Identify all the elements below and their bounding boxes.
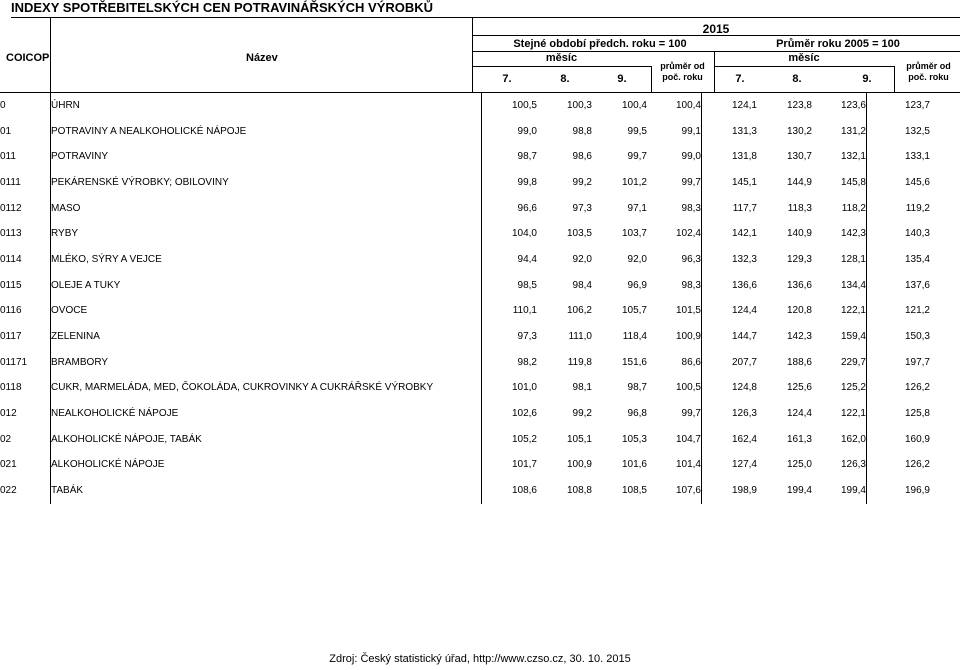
row-name: PEKÁRENSKÉ VÝROBKY; OBILOVINY bbox=[51, 170, 482, 196]
row-value: 150,3 bbox=[904, 331, 930, 343]
row-value: 101,6 bbox=[621, 459, 647, 471]
header-coicop: COICOP bbox=[6, 52, 50, 64]
row-value: 144,9 bbox=[786, 176, 812, 188]
row-value: 196,9 bbox=[904, 485, 930, 497]
row-value: 101,5 bbox=[647, 299, 702, 325]
row-value: 229,7 bbox=[812, 350, 867, 376]
row-value: 99,2 bbox=[572, 176, 592, 188]
row-value: 199,4 bbox=[786, 485, 812, 497]
row-name: ZELENINA bbox=[51, 324, 482, 350]
row-value: 98,5 bbox=[517, 279, 537, 291]
row-value: 131,2 bbox=[812, 119, 867, 145]
row-value: 99,8 bbox=[517, 176, 537, 188]
row-value: 99,0 bbox=[647, 144, 702, 170]
row-name: POTRAVINY A NEALKOHOLICKÉ NÁPOJE bbox=[51, 119, 482, 145]
row-value: 130,7 bbox=[786, 151, 812, 163]
row-value: 99,0 bbox=[517, 125, 537, 137]
row-value: 121,2 bbox=[904, 305, 930, 317]
row-value: 94,4 bbox=[517, 253, 537, 265]
row-code: 01171 bbox=[0, 350, 51, 376]
row-value: 142,1 bbox=[731, 228, 757, 240]
row-value: 117,7 bbox=[732, 202, 757, 214]
row-value: 107,6 bbox=[647, 478, 702, 504]
row-value: 132,1 bbox=[812, 144, 867, 170]
row-value: 99,1 bbox=[647, 119, 702, 145]
row-code: 0117 bbox=[0, 324, 51, 350]
header-month-9: 9. bbox=[617, 73, 627, 85]
row-value: 99,7 bbox=[647, 170, 702, 196]
row-value: 98,6 bbox=[572, 151, 592, 163]
row-value: 100,5 bbox=[511, 99, 537, 111]
table-row bbox=[0, 221, 930, 247]
row-value: 100,9 bbox=[647, 324, 702, 350]
header-divider bbox=[472, 66, 651, 67]
header-column-divider bbox=[50, 17, 51, 93]
row-value: 124,4 bbox=[786, 408, 812, 420]
row-value: 134,4 bbox=[812, 273, 867, 299]
row-value: 92,0 bbox=[627, 253, 647, 265]
row-value: 125,6 bbox=[786, 382, 812, 394]
row-value: 98,3 bbox=[647, 273, 702, 299]
row-value: 124,4 bbox=[731, 305, 757, 317]
row-code: 0115 bbox=[0, 273, 51, 299]
row-value: 159,4 bbox=[812, 324, 867, 350]
row-value: 162,4 bbox=[731, 433, 757, 445]
row-value: 136,6 bbox=[786, 279, 812, 291]
table-row bbox=[0, 196, 930, 222]
row-value: 100,3 bbox=[566, 99, 592, 111]
row-name: ÚHRN bbox=[51, 93, 482, 119]
table-row bbox=[0, 119, 930, 145]
row-value: 122,1 bbox=[812, 401, 867, 427]
row-value: 104,7 bbox=[647, 427, 702, 453]
row-value: 207,7 bbox=[731, 356, 757, 368]
row-value: 108,5 bbox=[621, 485, 647, 497]
row-value: 103,5 bbox=[566, 228, 592, 240]
row-code: 0112 bbox=[0, 196, 51, 222]
row-value: 126,2 bbox=[904, 382, 930, 394]
table-row bbox=[0, 401, 930, 427]
row-value: 105,7 bbox=[621, 305, 647, 317]
page-title: INDEXY SPOTŘEBITELSKÝCH CEN POTRAVINÁŘSKÝCH VÝROBKŮ bbox=[11, 0, 960, 18]
header-avg-label: průměr od poč. roku bbox=[906, 61, 951, 82]
row-value: 135,4 bbox=[904, 253, 930, 265]
row-name: BRAMBORY bbox=[51, 350, 482, 376]
row-value: 108,6 bbox=[511, 485, 537, 497]
header-month-label: měsíc bbox=[545, 52, 578, 64]
row-value: 127,4 bbox=[731, 459, 757, 471]
row-value: 111,0 bbox=[568, 331, 592, 343]
header-month-7: 7. bbox=[735, 73, 745, 85]
header-divider bbox=[714, 66, 894, 67]
header-month-7: 7. bbox=[502, 73, 512, 85]
row-value: 99,5 bbox=[627, 125, 647, 137]
header-column-divider bbox=[714, 51, 715, 93]
table-row bbox=[0, 427, 930, 453]
row-code: 0113 bbox=[0, 221, 51, 247]
row-code: 022 bbox=[0, 478, 51, 504]
table-body bbox=[0, 93, 930, 504]
row-value: 98,1 bbox=[572, 382, 592, 394]
header-month-label: měsíc bbox=[788, 52, 820, 64]
row-value: 100,4 bbox=[647, 93, 702, 119]
row-value: 161,3 bbox=[786, 433, 812, 445]
row-value: 98,7 bbox=[627, 382, 647, 394]
row-code: 012 bbox=[0, 401, 51, 427]
row-value: 118,3 bbox=[787, 202, 812, 214]
row-value: 199,4 bbox=[812, 478, 867, 504]
row-value: 100,9 bbox=[566, 459, 592, 471]
row-value: 103,7 bbox=[621, 228, 647, 240]
row-value: 125,2 bbox=[812, 376, 867, 402]
row-value: 96,9 bbox=[627, 279, 647, 291]
row-code: 0116 bbox=[0, 299, 51, 325]
row-value: 92,0 bbox=[572, 253, 592, 265]
row-value: 106,2 bbox=[566, 305, 592, 317]
row-value: 101,4 bbox=[647, 453, 702, 479]
header-group-1: Stejné období předch. roku = 100 bbox=[513, 38, 687, 50]
row-value: 123,8 bbox=[786, 99, 812, 111]
header-avg-label: průměr od poč. roku bbox=[660, 61, 705, 82]
row-code: 0 bbox=[0, 93, 51, 119]
row-value: 110,1 bbox=[512, 305, 537, 317]
row-value: 131,3 bbox=[731, 125, 757, 137]
row-value: 98,8 bbox=[572, 125, 592, 137]
row-value: 98,2 bbox=[517, 356, 537, 368]
row-name: RYBY bbox=[51, 221, 482, 247]
row-name: TABÁK bbox=[51, 478, 482, 504]
row-name: NEALKOHOLICKÉ NÁPOJE bbox=[51, 401, 482, 427]
row-value: 101,0 bbox=[511, 382, 537, 394]
row-value: 98,7 bbox=[517, 151, 537, 163]
table-row bbox=[0, 478, 930, 504]
row-value: 131,8 bbox=[731, 151, 757, 163]
header-month-9: 9. bbox=[862, 73, 872, 85]
row-value: 122,1 bbox=[812, 299, 867, 325]
header-column-divider bbox=[651, 66, 652, 93]
row-value: 136,6 bbox=[731, 279, 757, 291]
row-value: 108,8 bbox=[566, 485, 592, 497]
row-value: 126,2 bbox=[904, 459, 930, 471]
row-value: 142,3 bbox=[812, 221, 867, 247]
table-row bbox=[0, 93, 930, 119]
row-code: 0118 bbox=[0, 376, 51, 402]
row-value: 102,4 bbox=[647, 221, 702, 247]
table-row bbox=[0, 299, 930, 325]
row-value: 105,3 bbox=[621, 433, 647, 445]
row-value: 198,9 bbox=[731, 485, 757, 497]
row-value: 119,8 bbox=[567, 356, 592, 368]
row-value: 123,6 bbox=[812, 93, 867, 119]
row-name: ALKOHOLICKÉ NÁPOJE, TABÁK bbox=[51, 427, 482, 453]
row-value: 128,1 bbox=[812, 247, 867, 273]
header-name: Název bbox=[246, 52, 278, 64]
row-value: 120,8 bbox=[786, 305, 812, 317]
row-value: 144,7 bbox=[731, 331, 757, 343]
row-code: 0114 bbox=[0, 247, 51, 273]
row-value: 145,1 bbox=[731, 176, 757, 188]
table-row bbox=[0, 376, 930, 402]
row-value: 126,3 bbox=[731, 408, 757, 420]
row-value: 98,3 bbox=[647, 196, 702, 222]
row-value: 118,2 bbox=[812, 196, 867, 222]
row-value: 97,1 bbox=[627, 202, 647, 214]
row-value: 86,6 bbox=[647, 350, 702, 376]
row-value: 145,8 bbox=[812, 170, 867, 196]
row-value: 125,8 bbox=[904, 408, 930, 420]
header-year: 2015 bbox=[702, 22, 730, 36]
row-value: 123,7 bbox=[904, 99, 930, 111]
row-name: CUKR, MARMELÁDA, MED, ČOKOLÁDA, CUKROVINKY A CUKRÁŘSKÉ VÝROBKY bbox=[51, 376, 482, 402]
row-value: 118,4 bbox=[622, 331, 647, 343]
row-value: 140,3 bbox=[904, 228, 930, 240]
header-column-divider bbox=[472, 17, 473, 93]
header-divider bbox=[472, 35, 960, 36]
row-value: 124,1 bbox=[731, 99, 757, 111]
row-value: 126,3 bbox=[812, 453, 867, 479]
table-row bbox=[0, 453, 930, 479]
table-row bbox=[0, 350, 930, 376]
row-code: 02 bbox=[0, 427, 51, 453]
row-value: 99,7 bbox=[647, 401, 702, 427]
header-month-8: 8. bbox=[560, 73, 570, 85]
header-column-divider bbox=[894, 66, 895, 93]
row-name: MASO bbox=[51, 196, 482, 222]
row-value: 145,6 bbox=[904, 176, 930, 188]
row-value: 97,3 bbox=[517, 331, 537, 343]
row-value: 188,6 bbox=[786, 356, 812, 368]
source-footer: Zdroj: Český statistický úřad, http://www.czso.cz, 30. 10. 2015 bbox=[329, 653, 631, 665]
row-name: MLÉKO, SÝRY A VEJCE bbox=[51, 247, 482, 273]
table-row bbox=[0, 170, 930, 196]
row-name: OVOCE bbox=[51, 299, 482, 325]
row-value: 132,5 bbox=[904, 125, 930, 137]
table-row bbox=[0, 324, 930, 350]
row-value: 125,0 bbox=[786, 459, 812, 471]
row-value: 119,2 bbox=[905, 202, 930, 214]
row-name: ALKOHOLICKÉ NÁPOJE bbox=[51, 453, 482, 479]
row-value: 97,3 bbox=[572, 202, 592, 214]
row-value: 96,3 bbox=[647, 247, 702, 273]
row-value: 98,4 bbox=[572, 279, 592, 291]
row-name: OLEJE A TUKY bbox=[51, 273, 482, 299]
row-value: 96,6 bbox=[517, 202, 537, 214]
row-code: 011 bbox=[0, 144, 51, 170]
row-value: 105,2 bbox=[511, 433, 537, 445]
row-value: 140,9 bbox=[786, 228, 812, 240]
row-code: 021 bbox=[0, 453, 51, 479]
row-value: 99,7 bbox=[627, 151, 647, 163]
table-row bbox=[0, 144, 930, 170]
row-value: 100,4 bbox=[621, 99, 647, 111]
row-code: 0111 bbox=[0, 170, 51, 196]
table-row bbox=[0, 273, 930, 299]
row-value: 102,6 bbox=[511, 408, 537, 420]
row-value: 151,6 bbox=[621, 356, 647, 368]
row-code: 01 bbox=[0, 119, 51, 145]
row-value: 124,8 bbox=[731, 382, 757, 394]
row-value: 197,7 bbox=[904, 356, 930, 368]
row-value: 101,2 bbox=[621, 176, 647, 188]
header-group-2: Průměr roku 2005 = 100 bbox=[776, 38, 900, 50]
row-value: 162,0 bbox=[812, 427, 867, 453]
row-value: 96,8 bbox=[627, 408, 647, 420]
row-value: 100,5 bbox=[647, 376, 702, 402]
row-value: 105,1 bbox=[566, 433, 592, 445]
row-value: 104,0 bbox=[511, 228, 537, 240]
row-value: 99,2 bbox=[572, 408, 592, 420]
row-value: 142,3 bbox=[786, 331, 812, 343]
row-name: POTRAVINY bbox=[51, 144, 482, 170]
row-value: 101,7 bbox=[511, 459, 537, 471]
row-value: 130,2 bbox=[786, 125, 812, 137]
row-value: 132,3 bbox=[731, 253, 757, 265]
row-value: 133,1 bbox=[904, 151, 930, 163]
header-month-8: 8. bbox=[792, 73, 802, 85]
row-value: 137,6 bbox=[904, 279, 930, 291]
row-value: 160,9 bbox=[904, 433, 930, 445]
data-table bbox=[0, 93, 930, 504]
row-value: 129,3 bbox=[786, 253, 812, 265]
table-row bbox=[0, 247, 930, 273]
